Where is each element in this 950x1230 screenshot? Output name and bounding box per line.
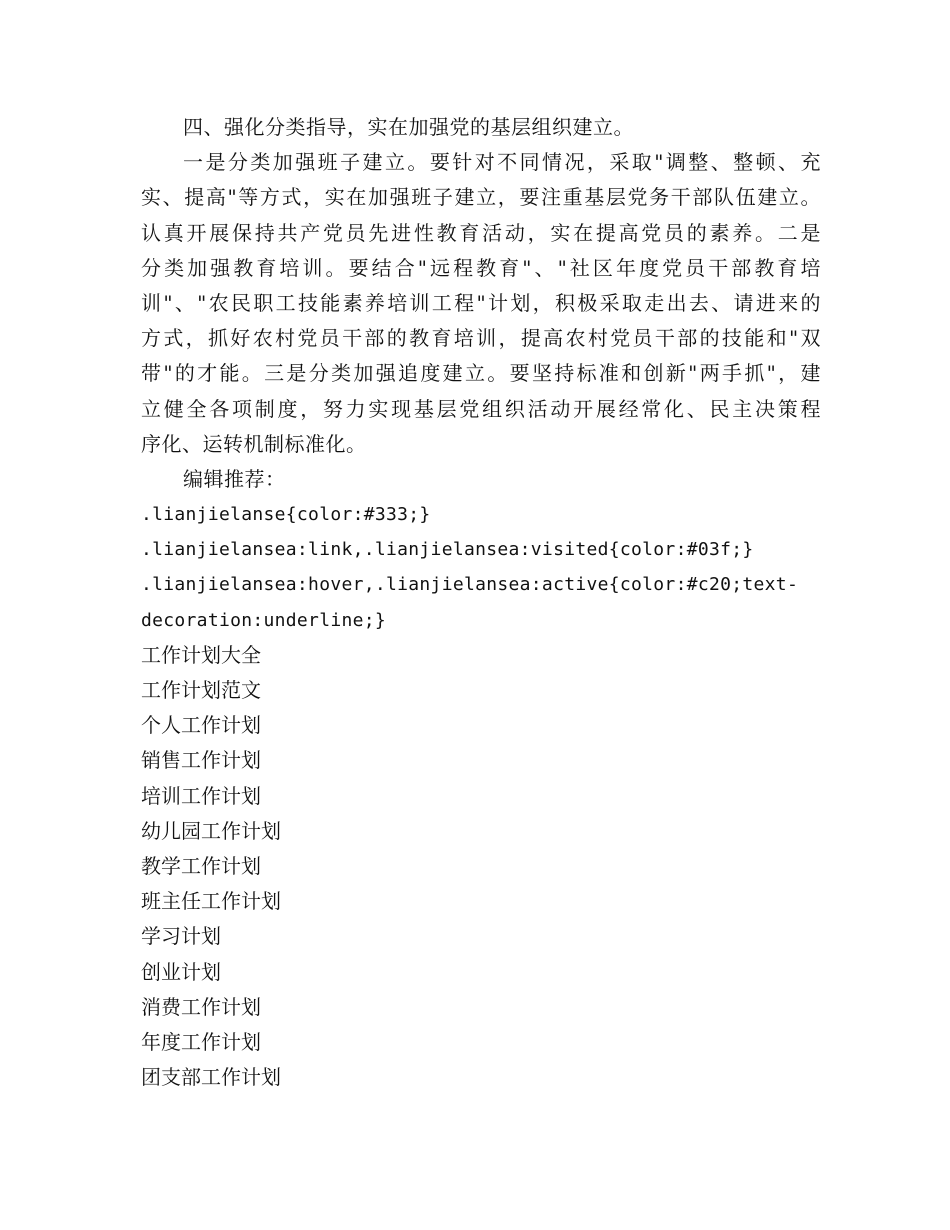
body-line: 序化、运转机制标准化。 — [141, 431, 367, 456]
section-heading: 四、强化分类指导，实在加强党的基层组织建立。 — [183, 115, 634, 139]
recommendation-item: 销售工作计划 — [141, 748, 261, 773]
recommendation-item: 团支部工作计划 — [141, 1065, 281, 1090]
body-line: 分类加强教育培训。要结合"远程教育"、"社区年度党员干部教育培 — [141, 255, 821, 280]
recommendation-list — [141, 638, 821, 1095]
recommendation-item: 年度工作计划 — [141, 1029, 261, 1054]
body-line: 训"、"农民职工技能素养培训工程"计划，积极采取走出去、请进来的 — [141, 290, 821, 315]
recommendation-item: 工作计划范文 — [141, 678, 261, 702]
body-line: 实、提高"等方式，实在加强班子建立，要注重基层党务干部队伍建立。 — [141, 185, 821, 210]
recommendation-item: 培训工作计划 — [141, 783, 261, 808]
body-line: 认真开展保持共产党员先进性教育活动，实在提高党员的素养。二是 — [141, 220, 821, 245]
recommendation-item: 教学工作计划 — [141, 853, 261, 878]
css-text-line: .lianjielansea:link,.lianjielansea:visited{color:#03f;} — [141, 539, 754, 561]
body-line: 一是分类加强班子建立。要针对不同情况，采取"调整、整顿、充 — [183, 150, 821, 175]
recommendation-item: 学习计划 — [141, 924, 221, 949]
recommendation-item: 班主任工作计划 — [141, 889, 281, 914]
body-line: 方式，抓好农村党员干部的教育培训，提高农村党员干部的技能和"双 — [141, 326, 821, 351]
editor-recommend-label: 编辑推荐： — [183, 466, 286, 491]
recommendation-item: 工作计划大全 — [141, 642, 261, 667]
recommendation-item: 创业计划 — [141, 959, 221, 984]
css-text-line: .lianjielanse{color:#333;} — [141, 504, 431, 526]
recommendation-item: 消费工作计划 — [141, 994, 261, 1019]
body-line: 带"的才能。三是分类加强追度建立。要坚持标准和创新"两手抓"，建 — [141, 361, 821, 386]
recommendation-item: 个人工作计划 — [141, 713, 261, 738]
recommendation-item: 幼儿园工作计划 — [141, 818, 281, 843]
css-text-line: .lianjielansea:hover,.lianjielansea:active{color:#c20;text- — [141, 574, 799, 596]
body-line: 立健全各项制度，努力实现基层党组织活动开展经常化、民主决策程 — [141, 396, 821, 421]
css-text-line: decoration:underline;} — [141, 609, 387, 631]
document-page — [141, 110, 821, 1095]
